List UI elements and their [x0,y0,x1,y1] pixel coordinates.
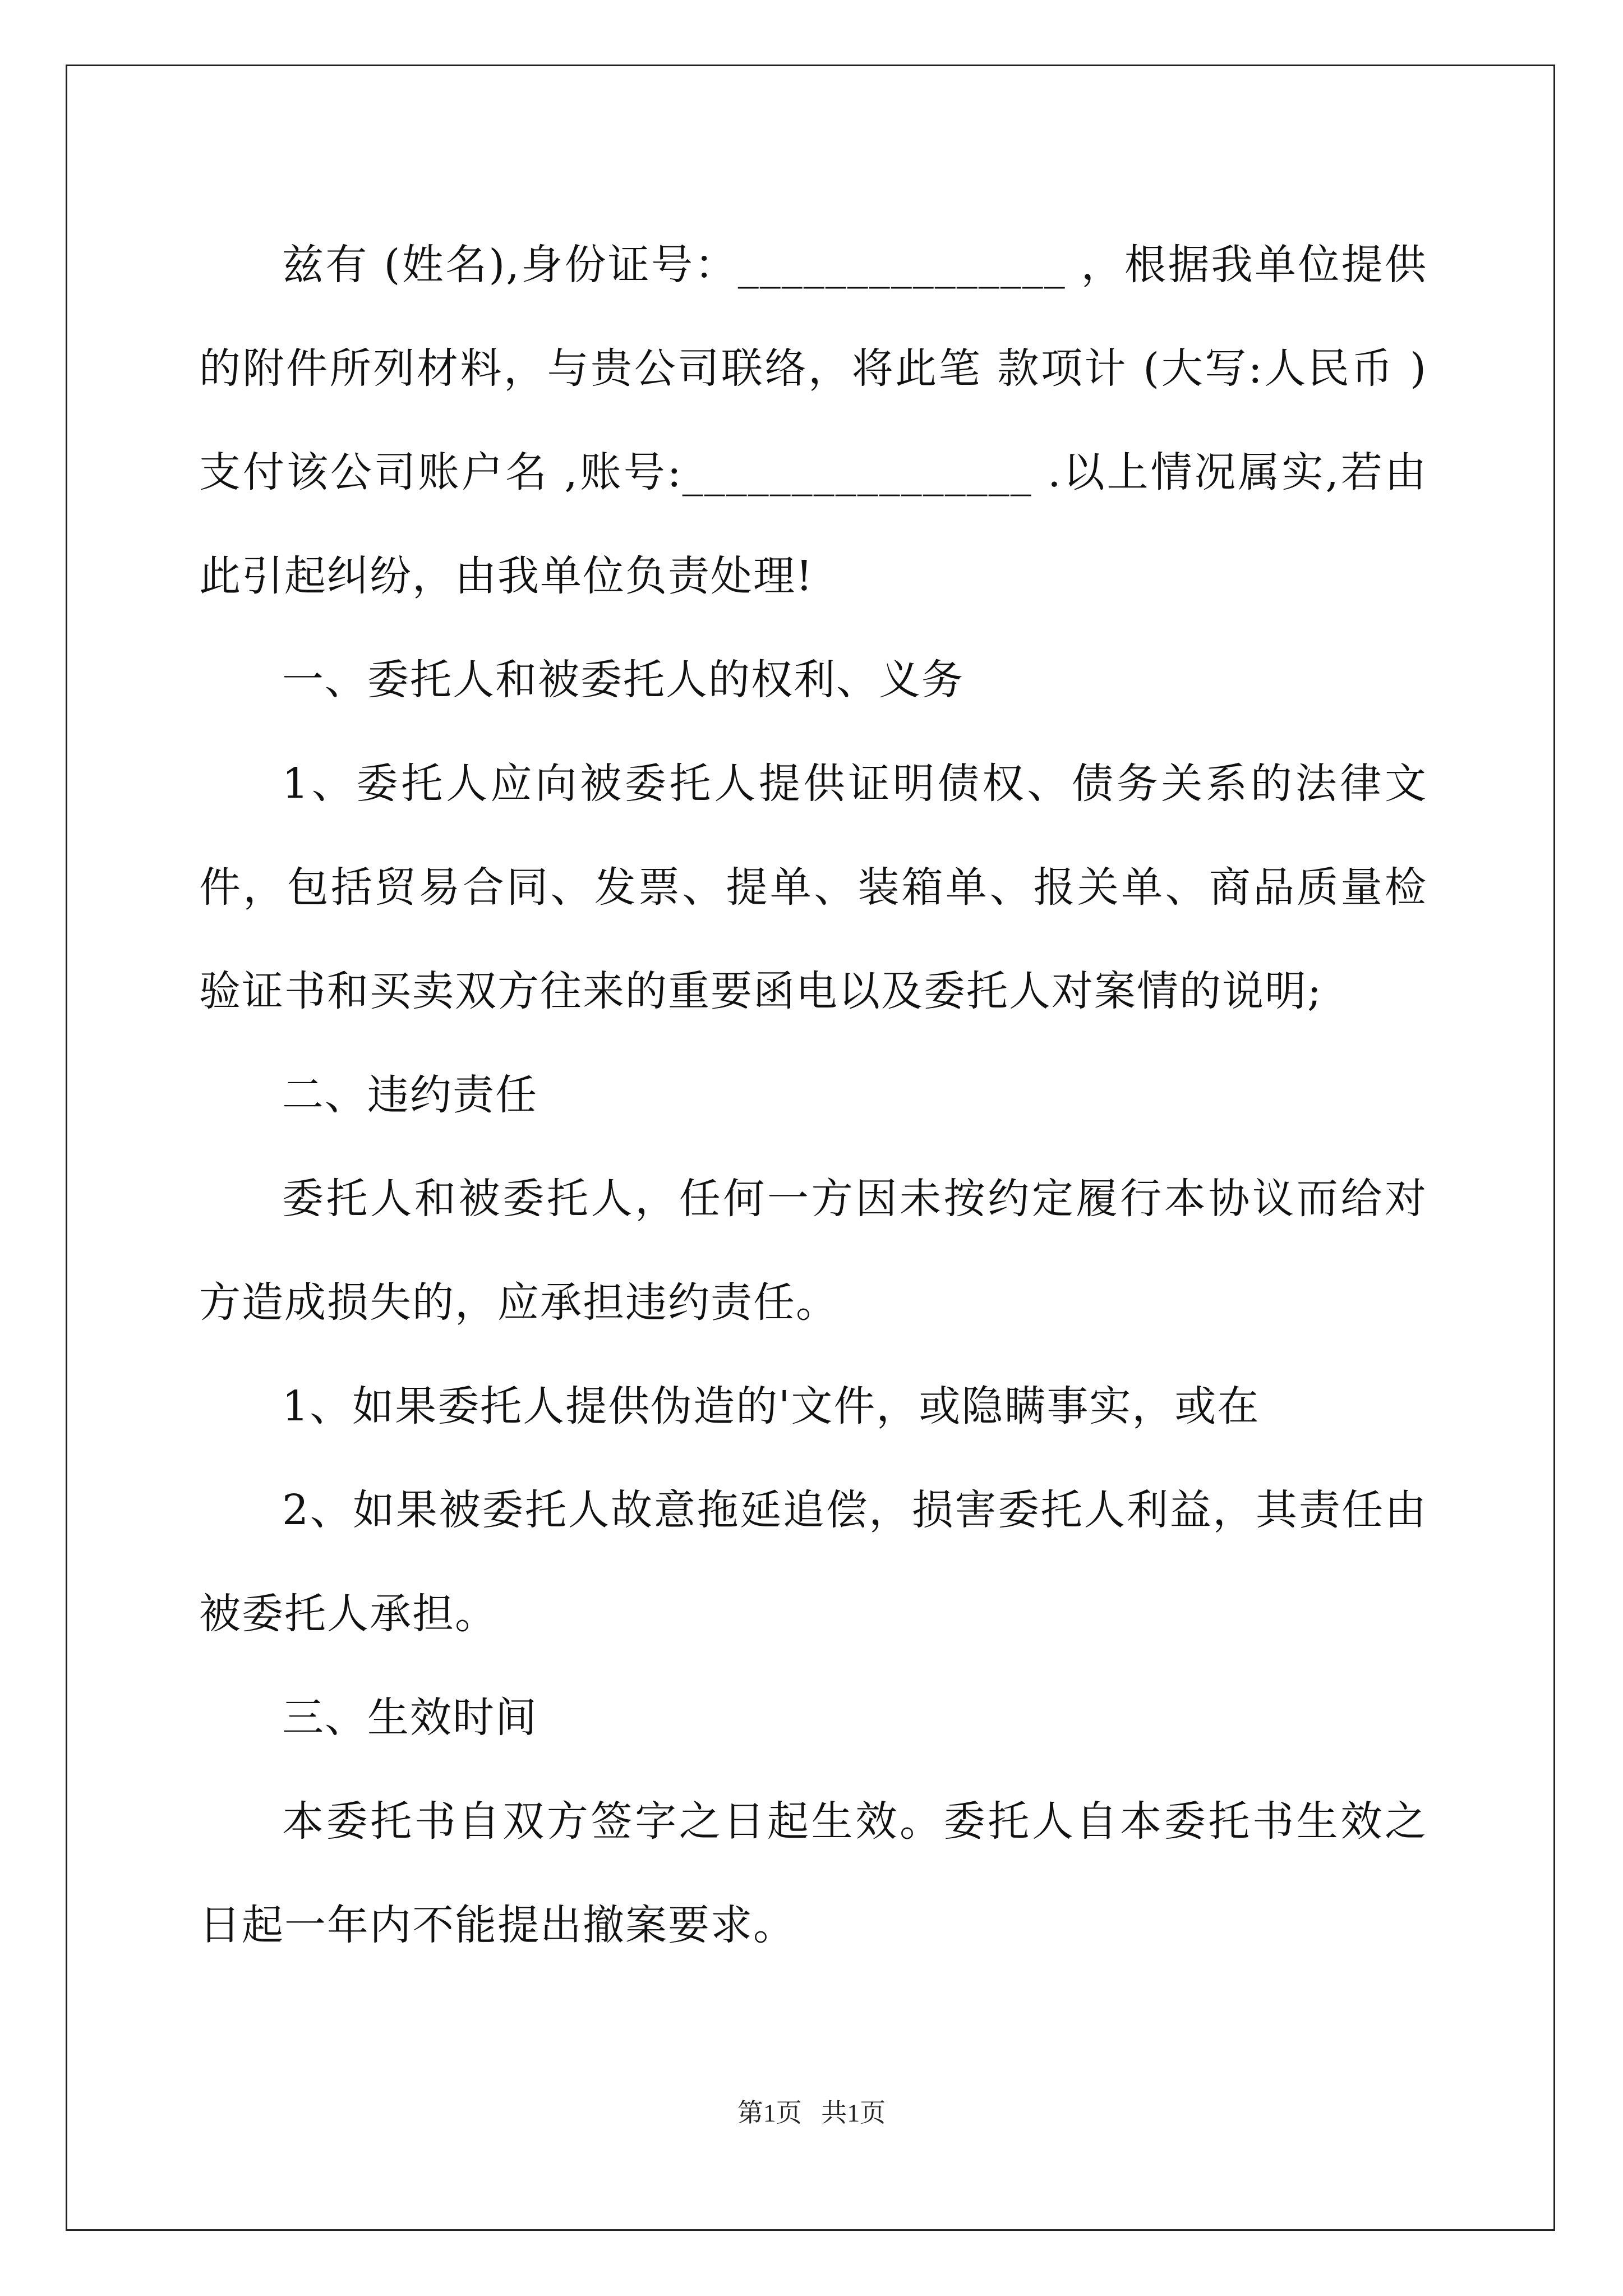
heading-effective-time: 三、生效时间 [282,1694,538,1742]
paragraph-clause-1: 1、委托人应向被委托人提供证明债权、债务关系的法律文件，包括贸易合同、发票、提单、装箱单、报关单、商品质量检验证书和买卖双方往来的重要函电以及委托人对案情的说明; [199,760,1427,1015]
paragraph-effective: 本委托书自双方签字之日起生效。委托人自本委托书生效之日起一年内不能提出撤案要求。 [199,1797,1427,1949]
heading-breach-liability: 二、违约责任 [282,1071,538,1119]
paragraph-breach-1: 1、如果委托人提供伪造的'文件，或隐瞒事实，或在 [282,1382,1260,1430]
heading-rights-obligations: 一、委托人和被委托人的权利、义务 [282,656,964,704]
paragraph-authorization: 兹有 (姓名),身份证号：_______________ ，根据我单位提供的附件所列材料，与贵公司联络，将此笔 款项计 (大写:人民币 )支付该公司账户名 ,账号:________________ .以上情况属实,若由此引起纠纷，由我单位负责处理! [199,241,1427,600]
paragraph-breach: 委托人和被委托人，任何一方因未按约定履行本协议而给对方造成损失的，应承担违约责任。 [199,1175,1427,1327]
page-number-footer: 第1页 共1页 [737,2099,886,2127]
document-body [199,213,1427,1977]
paragraph-breach-2: 2、如果被委托人故意拖延追偿，损害委托人利益，其责任由被委托人承担。 [199,1486,1427,1638]
